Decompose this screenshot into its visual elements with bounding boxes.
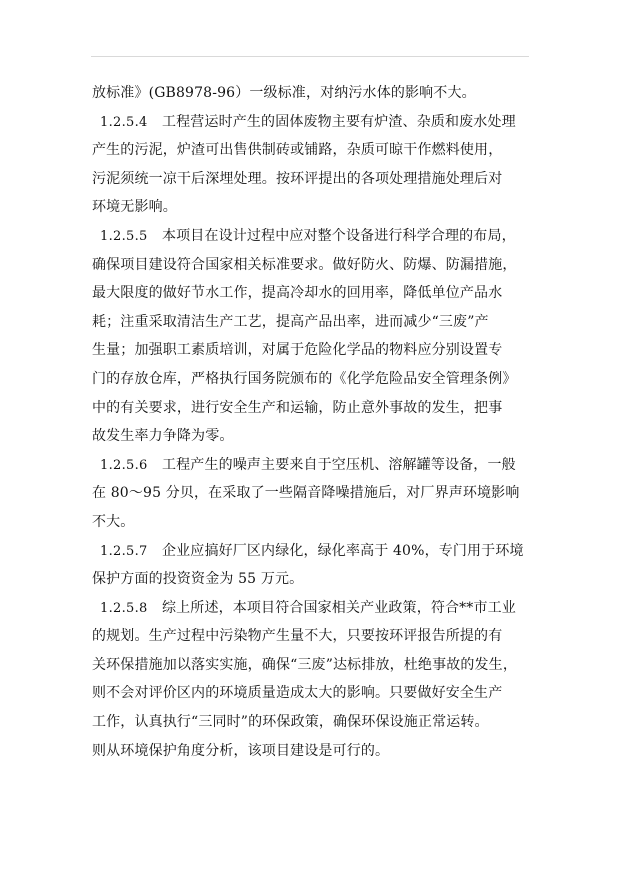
text-line xyxy=(92,651,534,680)
line-text: 工程营运时产生的固体废物主要有炉渣、杂质和废水处理 xyxy=(162,113,516,130)
line-text: 环境无影响。 xyxy=(92,199,177,216)
line-text: 关环保措施加以落实实施，确保“三废”达标排放，杜绝事故的发生， xyxy=(92,656,517,673)
section-number: 1.2.5.6 xyxy=(100,457,148,473)
text-line xyxy=(92,308,534,337)
text-line xyxy=(92,451,534,480)
text-line xyxy=(92,594,534,623)
line-text: 在 80～95 分贝，在采取了一些隔音降噪措施后，对厂界声环境影响 xyxy=(92,485,520,502)
line-text: 生量；加强职工素质培训，对属于危险化学品的物料应分别设置专 xyxy=(92,342,503,359)
text-line xyxy=(92,108,534,137)
text-line xyxy=(92,336,534,365)
line-text: 综上所述，本项目符合国家相关产业政策，符合**市工业 xyxy=(162,599,516,616)
text-line xyxy=(92,251,534,280)
text-line xyxy=(92,365,534,394)
text-line xyxy=(92,79,534,108)
text-line xyxy=(92,422,534,451)
text-line xyxy=(92,565,534,594)
text-line xyxy=(92,136,534,165)
line-text: 放标准》(GB8978-96）一级标准，对纳污水体的影响不大。 xyxy=(92,85,476,101)
line-text: 污泥须统一凉干后深埋处理。按环评提出的各项处理措施处理后对 xyxy=(92,170,503,187)
line-text: 确保项目建设符合国家相关标准要求。做好防火、防爆、防漏措施， xyxy=(92,256,517,273)
line-text: 工作，认真执行“三同时”的环保政策，确保环保设施正常运转。 xyxy=(92,714,489,731)
text-line xyxy=(92,479,534,508)
text-line xyxy=(92,679,534,708)
line-text: 的规划。生产过程中污染物产生量不大，只要按环评报告所提的有 xyxy=(92,628,503,645)
line-text: 则不会对评价区内的环境质量造成太大的影响。只要做好安全生产 xyxy=(92,685,503,702)
section-number: 1.2.5.5 xyxy=(100,228,148,244)
line-text: 保护方面的投资资金为 55 万元。 xyxy=(92,571,304,588)
line-text: 则从环境保护角度分析，该项目建设是可行的。 xyxy=(92,742,390,759)
text-line xyxy=(92,394,534,423)
line-text: 产生的污泥，炉渣可出售供制砖或铺路，杂质可晾干作燃料使用， xyxy=(92,142,503,159)
line-text: 不大。 xyxy=(92,513,135,530)
text-line xyxy=(92,165,534,194)
text-line xyxy=(92,222,534,251)
document-body xyxy=(92,79,534,765)
line-text: 耗；注重采取清洁生产工艺，提高产品出率，进而减少“三废”产 xyxy=(92,313,489,330)
section-number: 1.2.5.4 xyxy=(100,114,148,130)
text-line xyxy=(92,279,534,308)
section-number: 1.2.5.7 xyxy=(100,543,148,559)
header-rule xyxy=(91,56,529,57)
line-text: 故发生率力争降为零。 xyxy=(92,428,234,445)
line-text: 最大限度的做好节水工作，提高冷却水的回用率，降低单位产品水 xyxy=(92,285,503,302)
text-line xyxy=(92,537,534,566)
text-line xyxy=(92,708,534,737)
text-line xyxy=(92,737,534,766)
section-number: 1.2.5.8 xyxy=(100,600,148,616)
text-line xyxy=(92,193,534,222)
line-text: 本项目在设计过程中应对整个设备进行科学合理的布局， xyxy=(162,227,516,244)
line-text: 中的有关要求，进行安全生产和运输，防止意外事故的发生，把事 xyxy=(92,399,503,416)
text-line xyxy=(92,622,534,651)
text-line xyxy=(92,508,534,537)
line-text: 企业应搞好厂区内绿化，绿化率高于 40%，专门用于环境 xyxy=(162,542,524,559)
line-text: 门的存放仓库，严格执行国务院颁布的《化学危险品安全管理条例》 xyxy=(92,370,517,387)
line-text: 工程产生的噪声主要来自于空压机、溶解罐等设备，一般 xyxy=(162,456,516,473)
